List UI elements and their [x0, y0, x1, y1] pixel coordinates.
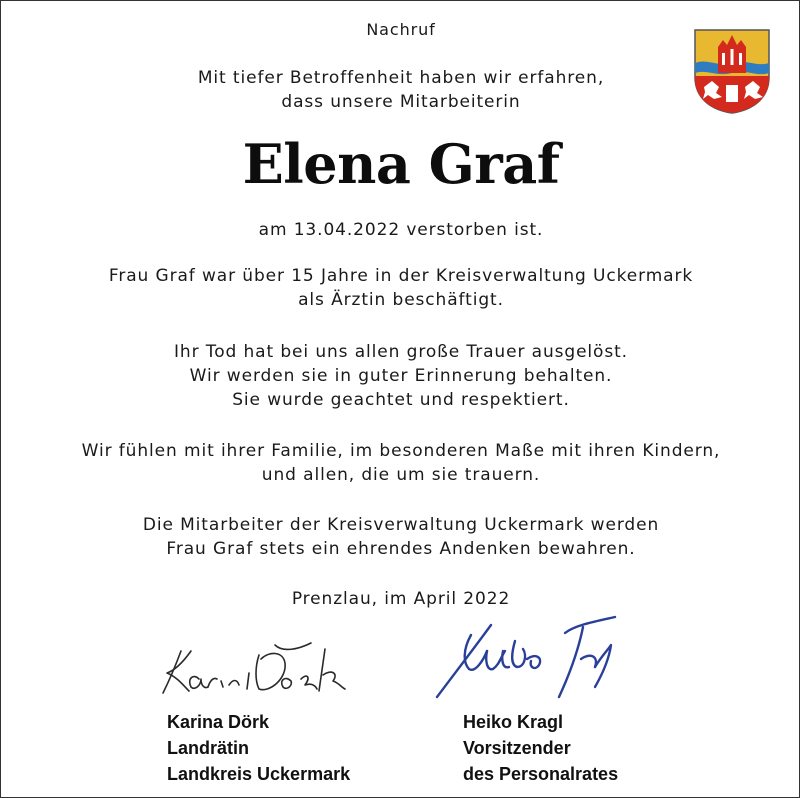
- signatory-right: [463, 709, 618, 787]
- paragraph-2-line-1: Ihr Tod hat bei uns allen große Trauer ausgelöst.: [174, 342, 628, 362]
- signatory-name: Heiko Kragl: [463, 712, 564, 732]
- paragraph-4-line-2: Frau Graf stets ein ehrendes Andenken bewahren.: [166, 539, 636, 559]
- signatory-organization: des Personalrates: [463, 764, 619, 784]
- paragraph-1-line-2: als Ärztin beschäftigt.: [298, 290, 504, 310]
- signatory-organization: Landkreis Uckermark: [167, 764, 351, 784]
- place-and-date: Prenzlau, im April 2022: [291, 589, 511, 609]
- death-date-line: am 13.04.2022 verstorben ist.: [258, 220, 544, 240]
- paragraph-4-line-1: Die Mitarbeiter der Kreisverwaltung Uckermark werden: [142, 515, 660, 535]
- signatory-role: Vorsitzender: [463, 738, 571, 758]
- intro-line-2: dass unsere Mitarbeiterin: [281, 92, 521, 112]
- notice-heading: Nachruf: [366, 20, 436, 39]
- paragraph-3-line-2: und allen, die um sie trauern.: [261, 465, 541, 485]
- deceased-name: Elena Graf: [242, 132, 560, 196]
- paragraph-2-line-3: Sie wurde geachtet und respektiert.: [232, 390, 570, 410]
- paragraph-3-line-1: Wir fühlen mit ihrer Familie, im besonderen Maße mit ihren Kindern,: [81, 441, 721, 461]
- signatory-name: Karina Dörk: [167, 712, 270, 732]
- signature-karina-doerk: [151, 629, 351, 701]
- intro-line-1: Mit tiefer Betroffenheit haben wir erfahren,: [197, 68, 605, 88]
- signatory-left: [167, 709, 350, 787]
- signature-heiko-kragl: [431, 611, 631, 709]
- paragraph-2-line-2: Wir werden sie in guter Erinnerung behalten.: [189, 366, 613, 386]
- paragraph-1-line-1: Frau Graf war über 15 Jahre in der Kreisverwaltung Uckermark: [108, 266, 694, 286]
- signatory-role: Landrätin: [167, 738, 250, 758]
